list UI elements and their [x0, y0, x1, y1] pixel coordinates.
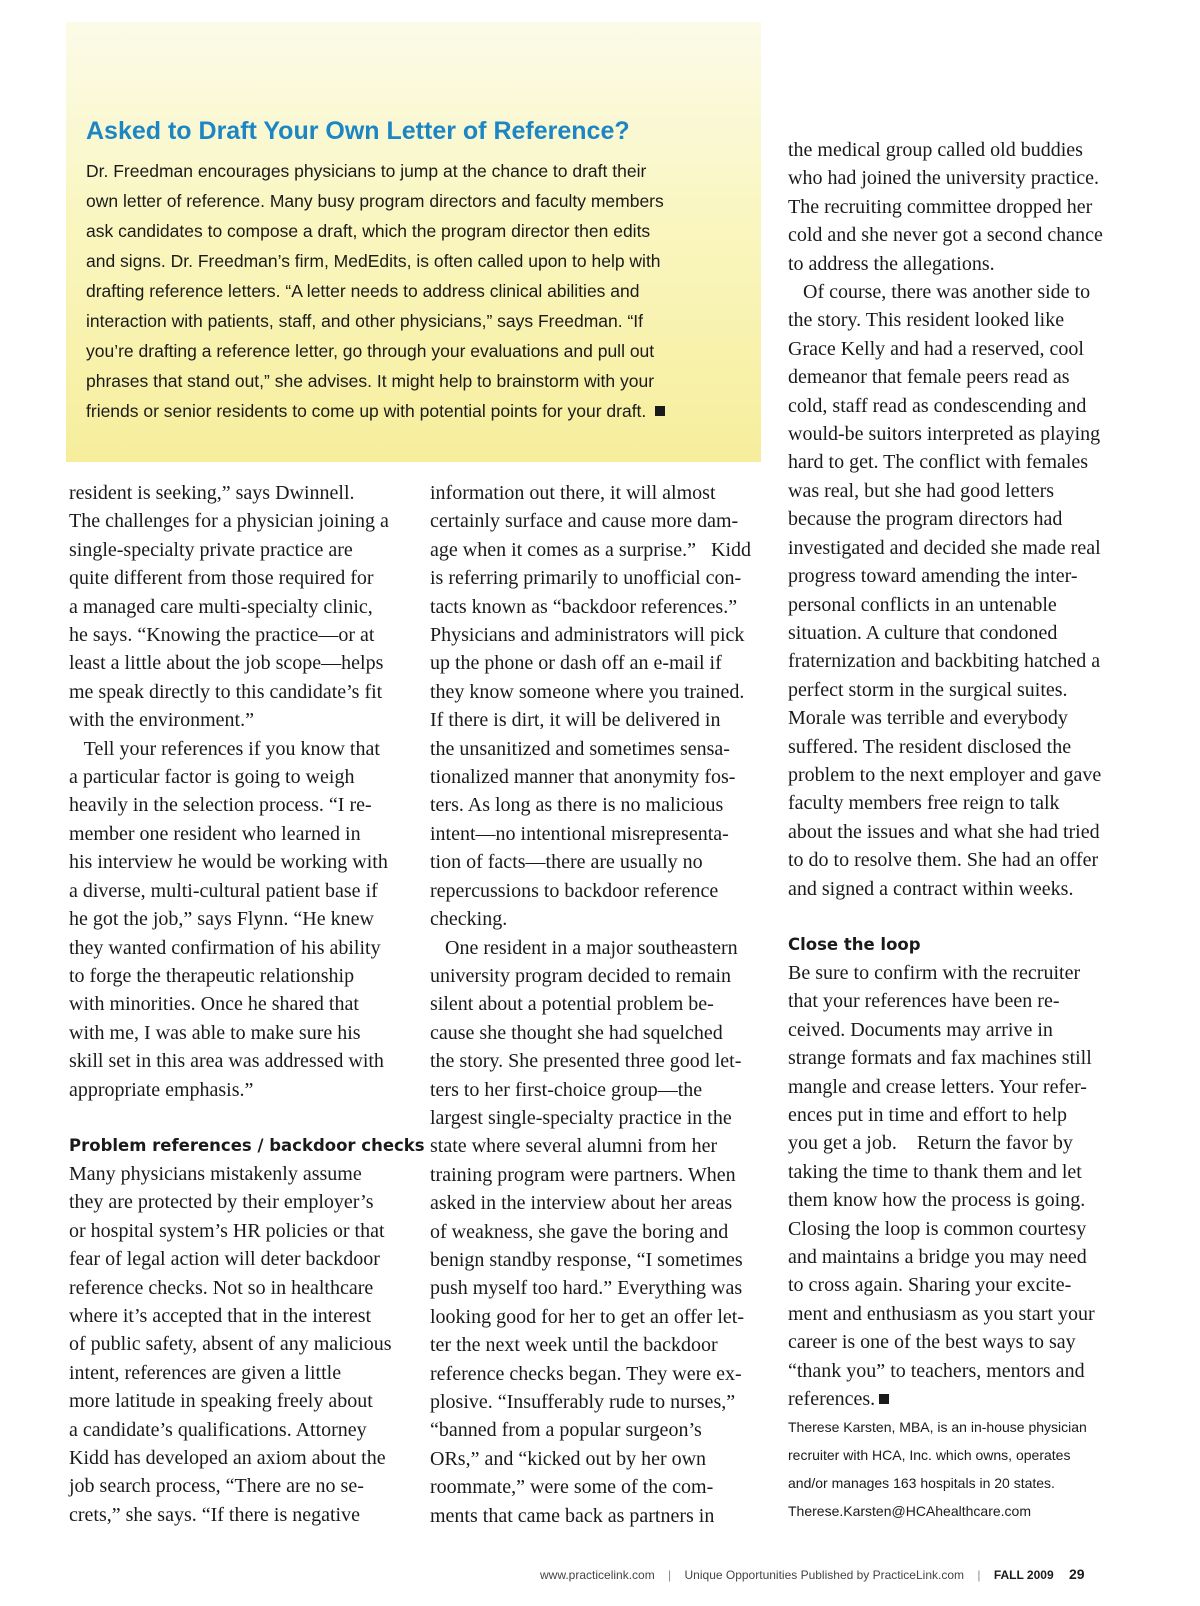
- text-line: they know someone where you trained.: [430, 680, 745, 703]
- text-line: ters. As long as there is no malicious: [430, 794, 724, 817]
- text-line: cold and she never got a second chance: [788, 224, 1103, 247]
- text-line: training program were partners. When: [430, 1163, 736, 1186]
- sidebar-line: and signs. Dr. Freedman’s firm, MedEdits, is often called upon to help with: [86, 251, 661, 271]
- text-line: strange formats and fax machines still: [788, 1047, 1092, 1070]
- text-line-last: [788, 1385, 1128, 1413]
- text-line: Tell your references if you know that: [69, 737, 380, 760]
- text-line: benign standby response, “I sometimes: [430, 1248, 743, 1271]
- text-line: cause she thought she had squelched: [430, 1021, 723, 1044]
- text-line: of weakness, she gave the boring and: [430, 1220, 729, 1243]
- text-line: you get a job. Return the favor by: [788, 1132, 1073, 1155]
- sidebar-line-last: [86, 396, 737, 426]
- sidebar-line: phrases that stand out,” she advises. It might help to brainstorm with your: [86, 371, 655, 391]
- text-line: ORs,” and “kicked out by her own: [430, 1447, 707, 1470]
- text-line: the unsanitized and sometimes sensa-: [430, 737, 730, 760]
- text-line: who had joined the university practice.: [788, 167, 1100, 190]
- text-line: and signed a contract within weeks.: [788, 877, 1074, 900]
- text-line: resident is seeking,” says Dwinnell.: [69, 482, 355, 504]
- text-line: silent about a potential problem be-: [430, 993, 714, 1016]
- text-line: tion of facts—there are usually no: [430, 851, 703, 874]
- text-line: of public safety, absent of any malicious: [69, 1333, 392, 1356]
- article-column-3: [788, 136, 1128, 1525]
- text-line: the medical group called old buddies: [788, 139, 1083, 161]
- text-line: investigated and decided she made real: [788, 536, 1101, 559]
- text-line: If there is dirt, it will be delivered in: [430, 709, 721, 732]
- text-line: skill set in this area was addressed with: [69, 1050, 384, 1073]
- text-line: intent—no intentional misrepresenta-: [430, 822, 729, 845]
- text-line: ters to her first-choice group—the: [430, 1078, 703, 1101]
- paragraph: [69, 1160, 409, 1529]
- text-line: a managed care multi-specialty clinic,: [69, 595, 373, 618]
- bio-line: and/or manages 163 hospitals in 20 states.: [788, 1475, 1055, 1492]
- text-line: hard to get. The conflict with females: [788, 451, 1089, 474]
- text-line: information out there, it will almost: [430, 482, 716, 504]
- text-line: university program decided to remain: [430, 964, 732, 987]
- text-line: situation. A culture that condoned: [788, 621, 1058, 644]
- text-line: progress toward amending the inter-: [788, 565, 1078, 588]
- end-mark-icon: [655, 406, 665, 416]
- text-line: least a little about the job scope—helps: [69, 652, 384, 675]
- text-line: reference checks began. They were ex-: [430, 1362, 742, 1385]
- text-line: cold, staff read as condescending and: [788, 394, 1087, 417]
- author-email: Therese.Karsten@HCAhealthcare.com: [788, 1503, 1031, 1520]
- footer-issue: FALL 2009: [993, 1568, 1054, 1582]
- text-line: taking the time to thank them and let: [788, 1160, 1082, 1183]
- text-line: a diverse, multi-cultural patient base if: [69, 879, 378, 902]
- text-line: tionalized manner that anonymity fos-: [430, 766, 736, 789]
- text-line: Physicians and administrators will pick: [430, 624, 745, 647]
- text-line: single-specialty private practice are: [69, 538, 353, 561]
- sidebar-line: Dr. Freedman encourages physicians to jump at the chance to draft their: [86, 161, 647, 181]
- text-line: checking.: [430, 908, 508, 931]
- text-line: more latitude in speaking freely about: [69, 1390, 373, 1413]
- text-line: age when it comes as a surprise.” Kidd: [430, 538, 752, 561]
- text-line: quite different from those required for: [69, 567, 374, 590]
- text-line: heavily in the selection process. “I re-: [69, 794, 372, 817]
- footer-separator: |: [668, 1568, 672, 1582]
- page-number: 29: [1068, 1566, 1085, 1582]
- text-line: state where several alumni from her: [430, 1135, 718, 1158]
- text-line: demeanor that female peers read as: [788, 366, 1070, 389]
- paragraph: [788, 959, 1128, 1414]
- bio-line: Therese Karsten, MBA, is an in-house physician: [788, 1419, 1087, 1436]
- text-line: ceived. Documents may arrive in: [788, 1018, 1053, 1041]
- text-line: faculty members free reign to talk: [788, 792, 1060, 815]
- paragraph: [69, 735, 409, 1104]
- sidebar-line: own letter of reference. Many busy program directors and faculty members: [86, 191, 664, 211]
- sidebar-line: drafting reference letters. “A letter needs to address clinical abilities and: [86, 281, 640, 301]
- text-line: they are protected by their employer’s: [69, 1191, 374, 1214]
- text-line: Of course, there was another side to: [788, 281, 1091, 304]
- text-line: with me, I was able to make sure his: [69, 1021, 361, 1044]
- text-line: about the issues and what she had tried: [788, 820, 1100, 843]
- footer-tagline: Unique Opportunities Published by PracticeLink.com: [684, 1568, 964, 1582]
- text-line: looking good for her to get an offer let-: [430, 1305, 744, 1328]
- text-line: or hospital system’s HR policies or that: [69, 1219, 385, 1242]
- sidebar-box: [66, 22, 761, 462]
- sidebar-line: interaction with patients, staff, and other physicians,” says Freedman. “If: [86, 311, 644, 331]
- text-line: problem to the next employer and gave: [788, 763, 1102, 786]
- text-line: a particular factor is going to weigh: [69, 766, 355, 789]
- text-line: tacts known as “backdoor references.”: [430, 595, 738, 618]
- article-column-1: [69, 479, 425, 1529]
- text-line: “banned from a popular surgeon’s: [430, 1419, 702, 1442]
- text-line: Kidd has developed an axiom about the: [69, 1447, 386, 1469]
- text-line: career is one of the best ways to say: [788, 1331, 1076, 1354]
- footer-separator: |: [977, 1568, 981, 1582]
- article-column-2: [430, 479, 770, 1530]
- text-line: certainly surface and cause more dam-: [430, 510, 739, 533]
- text-line: the story. She presented three good let-: [430, 1050, 742, 1073]
- text-line: the story. This resident looked like: [788, 309, 1065, 332]
- text-line: he got the job,” says Flynn. “He knew: [69, 908, 374, 931]
- text-line: to forge the therapeutic relationship: [69, 964, 355, 987]
- text-line: plosive. “Insufferably rude to nurses,”: [430, 1391, 736, 1413]
- text-line: reference checks. Not so in healthcare: [69, 1276, 374, 1299]
- text-line: that your references have been re-: [788, 990, 1060, 1013]
- paragraph: [788, 136, 1128, 278]
- sidebar-body: [86, 156, 737, 426]
- end-mark-icon: [879, 1394, 889, 1404]
- text-line: asked in the interview about her areas: [430, 1192, 733, 1215]
- paragraph: [430, 479, 770, 934]
- text-line: perfect storm in the surgical suites.: [788, 678, 1068, 701]
- text-line: his interview he would be working with: [69, 851, 388, 874]
- text-line: he says. “Knowing the practice—or at: [69, 624, 375, 647]
- text-line: repercussions to backdoor reference: [430, 879, 719, 902]
- page-footer: [540, 1566, 1085, 1582]
- text-line: Grace Kelly and had a reserved, cool: [788, 337, 1084, 360]
- text-line: references.: [788, 1388, 876, 1411]
- text-line: ment and enthusiasm as you start your: [788, 1302, 1095, 1325]
- text-line: up the phone or dash off an e-mail if: [430, 652, 722, 675]
- text-line: crets,” she says. “If there is negative: [69, 1503, 360, 1526]
- text-line: to address the allegations.: [788, 252, 995, 275]
- text-line: because the program directors had: [788, 508, 1063, 531]
- text-line: with minorities. Once he shared that: [69, 993, 359, 1016]
- text-line: would-be suitors interpreted as playing: [788, 423, 1101, 446]
- text-line: appropriate emphasis.”: [69, 1078, 254, 1101]
- text-line: ences put in time and effort to help: [788, 1104, 1067, 1126]
- text-line: Many physicians mistakenly assume: [69, 1162, 362, 1185]
- text-line: Be sure to confirm with the recruiter: [788, 961, 1081, 984]
- text-line: fraternization and backbiting hatched a: [788, 650, 1101, 673]
- footer-website: www.practicelink.com: [540, 1568, 655, 1582]
- text-line: roommate,” were some of the com-: [430, 1476, 714, 1499]
- text-line: fear of legal action will deter backdoor: [69, 1248, 380, 1271]
- text-line: them know how the process is going.: [788, 1189, 1086, 1212]
- text-line: they wanted confirmation of his ability: [69, 936, 381, 959]
- text-line: a candidate’s qualifications. Attorney: [69, 1418, 367, 1441]
- text-line: is referring primarily to unofficial con-: [430, 567, 742, 590]
- author-bio: [788, 1413, 1128, 1525]
- text-line: “thank you” to teachers, mentors and: [788, 1359, 1085, 1382]
- text-line: ments that came back as partners in: [430, 1504, 715, 1527]
- text-line: member one resident who learned in: [69, 822, 361, 845]
- sidebar-title: Asked to Draft Your Own Letter of Reference?: [86, 117, 630, 145]
- text-line: suffered. The resident disclosed the: [788, 735, 1072, 758]
- text-line: Morale was terrible and everybody: [788, 707, 1068, 730]
- text-line: where it’s accepted that in the interest: [69, 1304, 372, 1327]
- sidebar-line: you’re drafting a reference letter, go through your evaluations and pull out: [86, 341, 655, 361]
- paragraph: [430, 934, 770, 1531]
- sidebar-line: ask candidates to compose a draft, which the program director then edits: [86, 221, 651, 241]
- section-heading: Problem references / backdoor checks: [69, 1135, 425, 1155]
- text-line: ter the next week until the backdoor: [430, 1334, 718, 1357]
- text-line: was real, but she had good letters: [788, 479, 1055, 502]
- text-line: to cross again. Sharing your excite-: [788, 1274, 1072, 1297]
- text-line: me speak directly to this candidate’s fit: [69, 680, 383, 703]
- text-line: mangle and crease letters. Your refer-: [788, 1075, 1087, 1098]
- text-line: The challenges for a physician joining a: [69, 510, 389, 533]
- section-heading: Close the loop: [788, 934, 921, 954]
- text-line: to do to resolve them. She had an offer: [788, 849, 1099, 872]
- text-line: and maintains a bridge you may need: [788, 1246, 1087, 1269]
- text-line: with the environment.”: [69, 709, 254, 732]
- paragraph: [788, 278, 1128, 903]
- text-line: The recruiting committee dropped her: [788, 195, 1093, 218]
- bio-line: recruiter with HCA, Inc. which owns, operates: [788, 1447, 1071, 1464]
- text-line: personal conflicts in an untenable: [788, 593, 1057, 616]
- paragraph: [69, 479, 409, 735]
- text-line: job search process, “There are no se-: [69, 1475, 364, 1498]
- text-line: push myself too hard.” Everything was: [430, 1277, 743, 1300]
- text-line: Closing the loop is common courtesy: [788, 1217, 1087, 1240]
- text-line: One resident in a major southeastern: [430, 936, 738, 959]
- text-line: intent, references are given a little: [69, 1361, 342, 1384]
- text-line: largest single-specialty practice in the: [430, 1106, 732, 1129]
- sidebar-line-text: friends or senior residents to come up with potential points for your draft.: [86, 401, 647, 421]
